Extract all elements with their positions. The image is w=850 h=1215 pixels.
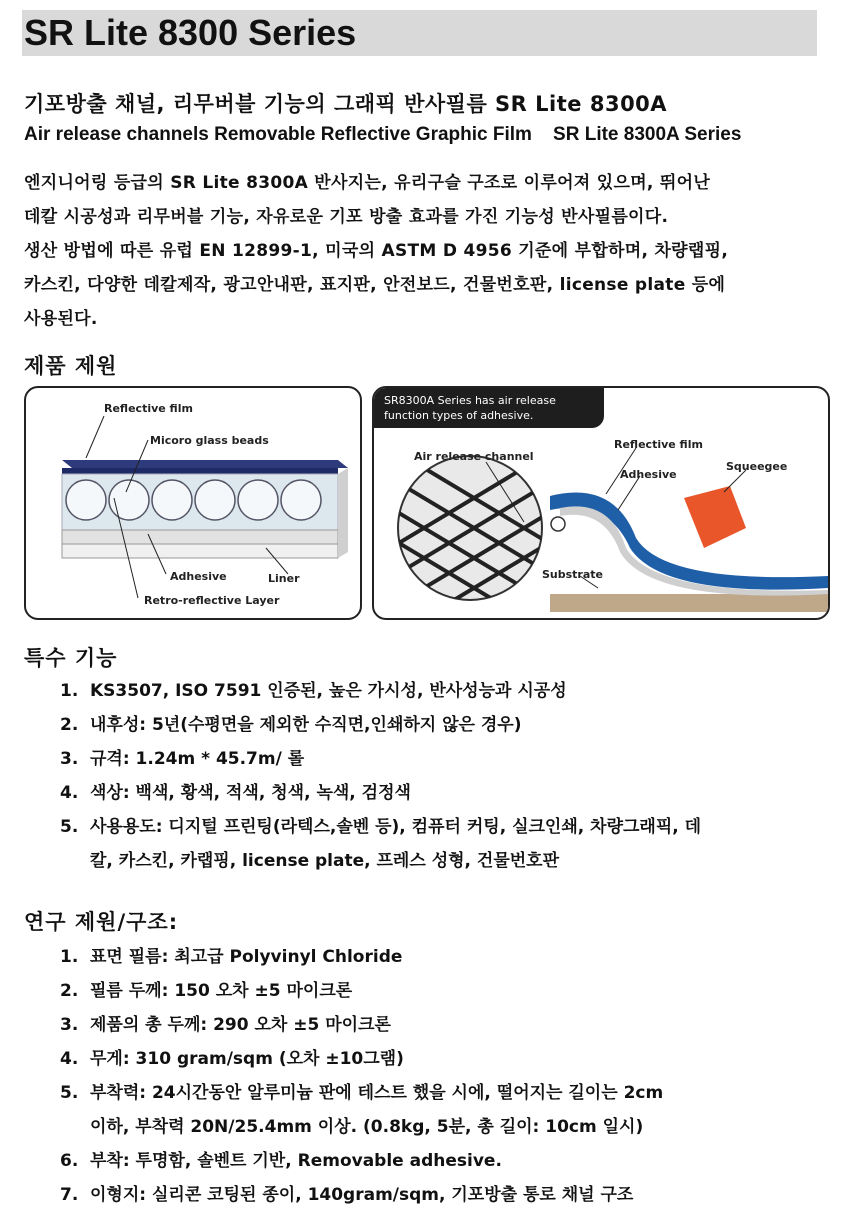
section-heading-features: 특수 기능 xyxy=(24,646,118,670)
intro-line: 카스킨, 다양한 데칼제작, 광고안내판, 표지판, 안전보드, 건물번호판, license plate 등에 xyxy=(24,275,726,295)
list-item: 1. 표면 필름: 최고급 Polyvinyl Chloride xyxy=(60,947,403,967)
label-reflective-film-right: Reflective film xyxy=(614,438,703,451)
intro-paragraph xyxy=(24,166,836,336)
label-glass-beads: Micoro glass beads xyxy=(150,434,269,447)
list-item: 2. 내후성: 5년(수평면을 제외한 수직면,인쇄하지 않은 경우) xyxy=(60,715,522,735)
reflective-film-layer xyxy=(62,460,348,468)
callout-box xyxy=(374,388,604,428)
subtitle-korean: 기포방출 채널, 리무버블 기능의 그래픽 반사필름 SR Lite 8300A xyxy=(24,92,668,116)
intro-line: 엔지니어링 등급의 SR Lite 8300A 반사지는, 유리구슬 구조로 이루어져 있으며, 뛰어난 xyxy=(24,173,711,193)
list-item: 5. 부착력: 24시간동안 알루미늄 판에 테스트 했을 시에, 떨어지는 길이는 2cm 이하, 부착력 20N/25.4mm 이상. (0.8kg, 5분, 총 길이: 10cm 일시) xyxy=(60,1083,664,1137)
list-item: 3. 규격: 1.24m * 45.7m/ 롤 xyxy=(60,749,305,769)
list-item: 3. 제품의 총 두께: 290 오차 ±5 마이크론 xyxy=(60,1015,391,1035)
label-retro-reflective-layer: Retro-reflective Layer xyxy=(144,594,280,607)
label-adhesive-right: Adhesive xyxy=(620,468,677,481)
layer-structure-diagram xyxy=(24,386,362,620)
label-squeegee: Squeegee xyxy=(726,460,788,473)
title-bar xyxy=(22,10,817,56)
list-item: 4. 색상: 백색, 황색, 적색, 청색, 녹색, 검정색 xyxy=(60,783,411,803)
layer-structure-illustration xyxy=(26,388,360,618)
section-heading-structure: 연구 제원/구조: xyxy=(24,910,179,934)
list-item: 2. 필름 두께: 150 오차 ±5 마이크론 xyxy=(60,981,353,1001)
list-item: 4. 무게: 310 gram/sqm (오차 ±10그램) xyxy=(60,1049,404,1069)
air-release-diagram xyxy=(372,386,830,620)
adhesive-layer xyxy=(62,530,338,544)
list-item: 7. 이형지: 실리콘 코팅된 종이, 140gram/sqm, 기포방출 통로 채널 구조 xyxy=(60,1185,634,1205)
page-title: SR Lite 8300 Series xyxy=(24,12,357,53)
intro-line: 생산 방법에 따른 유럽 EN 12899-1, 미국의 ASTM D 4956 기준에 부합하며, 차량랩핑, xyxy=(24,241,729,261)
section-heading-spec: 제품 제원 xyxy=(24,354,118,378)
intro-line: 사용된다. xyxy=(24,309,98,329)
label-liner: Liner xyxy=(268,572,300,585)
squeegee-shape xyxy=(684,486,746,548)
label-air-release-channel: Air release channel xyxy=(414,450,534,463)
label-reflective-film: Reflective film xyxy=(104,402,193,415)
liner-layer xyxy=(62,544,338,558)
list-item: 5. 사용용도: 디지털 프린팅(라텍스,솔벤 등), 컴퓨터 커팅, 실크인쇄, 차량그래픽, 데 칼, 카스킨, 카랩핑, license plate, 프레스 성형, 건물번호판 xyxy=(60,817,702,871)
reflective-film-edge xyxy=(62,468,338,474)
substrate-shape xyxy=(550,594,828,612)
side-face xyxy=(338,468,348,558)
features-list xyxy=(60,674,840,878)
intro-line: 데칼 시공성과 리무버블 기능, 자유로운 기포 방출 효과를 가진 기능성 반사필름이다. xyxy=(24,207,669,227)
list-item: 6. 부착: 투명함, 솔벤트 기반, Removable adhesive. xyxy=(60,1151,502,1171)
callout-line: function types of adhesive. xyxy=(384,409,534,422)
subtitle-english: Air release channels Removable Reflective Graphic Film SR Lite 8300A Series xyxy=(24,124,742,145)
callout-line: SR8300A Series has air release xyxy=(384,394,556,407)
zoom-origin-circle xyxy=(551,517,565,531)
label-substrate: Substrate xyxy=(542,568,603,581)
label-adhesive: Adhesive xyxy=(170,570,227,583)
structure-list xyxy=(60,940,840,1212)
list-item: 1. KS3507, ISO 7591 인증된, 높은 가시성, 반사성능과 시공성 xyxy=(60,681,567,701)
